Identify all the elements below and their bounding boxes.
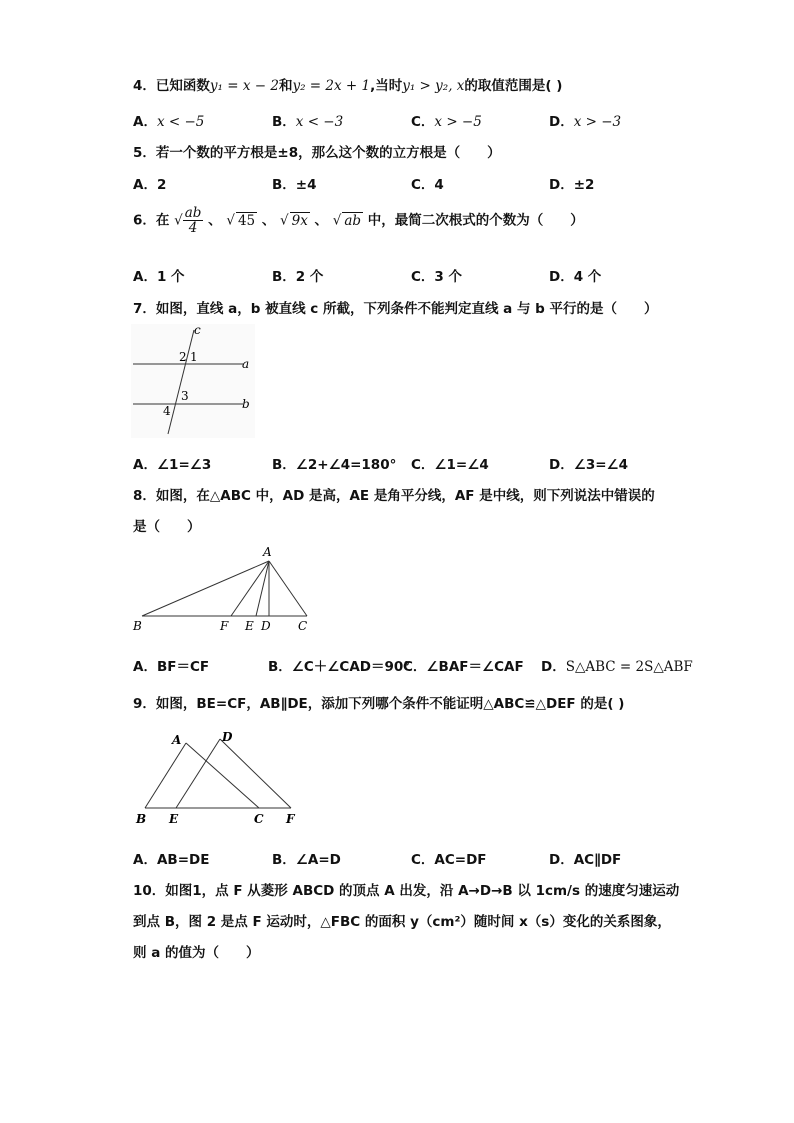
q7-label-c: c (194, 324, 201, 337)
q9-label-f: F (286, 812, 295, 826)
q9-stem: 9．如图，BE=CF，AB∥DE，添加下列哪个条件不能证明△ABC≌△DEF 的是( ) (133, 696, 625, 712)
q6-option-a[interactable]: A．1 个 (133, 269, 185, 285)
q8-figure (130, 545, 315, 635)
q6-option-c[interactable]: C．3 个 (411, 269, 463, 285)
q8-option-c[interactable]: C．∠BAF＝∠CAF (403, 659, 524, 675)
q5-option-d[interactable]: D．±2 (549, 177, 595, 193)
q10-stem-line-3: 则 a 的值为（ ） (133, 945, 260, 961)
q7-label-angle-1: 1 (190, 350, 198, 364)
q5-option-c[interactable]: C．4 (411, 177, 444, 193)
q10-stem-line-2: 到点 B，图 2 是点 F 运动时，△FBC 的面积 y（cm²）随时间 x（s）变化的关系图象， (133, 914, 671, 930)
q9-label-a: A (172, 733, 182, 747)
q6-radical-1: $\frac{ab}{4}$ (184, 205, 202, 236)
q4-function-2: y₂ = 2x + 1 (292, 78, 371, 94)
q4-condition: y₁ > y₂ (402, 78, 449, 94)
q9-option-d[interactable]: D．AC∥DF (549, 852, 622, 868)
q9-option-b[interactable]: B．∠A=D (272, 852, 341, 868)
q8-stem-line-1: 8．如图，在△ABC 中，AD 是高，AE 是角平分线，AF 是中线，则下列说法中错误的 (133, 488, 655, 504)
q5-option-a[interactable]: A．2 (133, 177, 167, 193)
q5-stem: 5．若一个数的平方根是±8，那么这个数的立方根是（ ） (133, 145, 501, 161)
q9-option-c[interactable]: C．AC=DF (411, 852, 487, 868)
q4-option-c[interactable]: C．x > −5 (411, 114, 482, 130)
q9-label-e: E (169, 812, 179, 826)
q4-option-b[interactable]: B．x < −3 (272, 114, 344, 130)
q8-label-a: A (263, 545, 272, 559)
q9-label-b: B (136, 812, 147, 826)
q7-figure-bg (131, 324, 255, 438)
q8-label-d: D (261, 619, 271, 633)
q4-option-d[interactable]: D．x > −3 (549, 114, 622, 130)
q8-bisector-ae (256, 561, 269, 616)
q6-radical-4: ab (344, 212, 362, 229)
q7-option-d[interactable]: D．∠3=∠4 (549, 457, 629, 473)
q9-figure (130, 727, 305, 827)
q7-option-b[interactable]: B．∠2+∠4=180° (272, 457, 397, 473)
q8-stem-line-2: 是（ ） (133, 519, 201, 535)
q10-stem-line-1: 10．如图1，点 F 从菱形 ABCD 的顶点 A 出发，沿 A→D→B 以 1cm/s 的速度匀速运动 (133, 883, 680, 899)
q7-label-angle-4: 4 (163, 404, 171, 418)
q5-option-b[interactable]: B．±4 (272, 177, 317, 193)
q6-radical-2: 45 (237, 212, 256, 229)
q4-function-1: y₁ = x − 2 (209, 78, 279, 94)
q9-option-a[interactable]: A．AB=DE (133, 852, 210, 868)
q8-label-c: C (298, 619, 308, 633)
q9-label-d: D (222, 730, 233, 744)
q7-label-a: a (242, 357, 250, 371)
q8-label-b: B (133, 619, 142, 633)
q7-figure (131, 324, 255, 438)
q4-stem: 4．已知函数y₁ = x − 2和y₂ = 2x + 1,当时y₁ > y₂, x的取值范围是( ) (133, 78, 563, 94)
q7-label-b: b (242, 397, 250, 411)
q6-stem: 6．在 √ $\frac{ab}{4}$ 、 √ 45 、 √ 9x 、 √ ab 中，最简二次根式的个数为（ ） (133, 205, 584, 236)
q7-stem: 7．如图，直线 a，b 被直线 c 所截，下列条件不能判定直线 a 与 b 平行的是（ ） (133, 301, 658, 317)
q6-radical-3: 9x (291, 212, 308, 229)
q7-label-angle-2: 2 (179, 350, 187, 364)
q6-option-b[interactable]: B．2 个 (272, 269, 324, 285)
q4-option-a[interactable]: A．x < −5 (133, 114, 205, 130)
q9-side-df (220, 739, 291, 808)
q9-side-de (176, 739, 220, 808)
q7-option-c[interactable]: C．∠1=∠4 (411, 457, 489, 473)
q7-option-a[interactable]: A．∠1=∠3 (133, 457, 212, 473)
q7-label-angle-3: 3 (181, 389, 189, 403)
q8-option-a[interactable]: A．BF＝CF (133, 659, 210, 675)
q9-label-c: C (254, 812, 264, 826)
q8-option-b[interactable]: B．∠C＋∠CAD＝90° (268, 659, 411, 675)
q8-label-f: F (220, 619, 229, 633)
q8-side-ac (269, 561, 307, 616)
q9-side-ab (145, 743, 186, 808)
q8-option-d[interactable]: D．S△ABC = 2S△ABF (541, 659, 693, 675)
q8-label-e: E (245, 619, 254, 633)
q6-option-d[interactable]: D．4 个 (549, 269, 602, 285)
